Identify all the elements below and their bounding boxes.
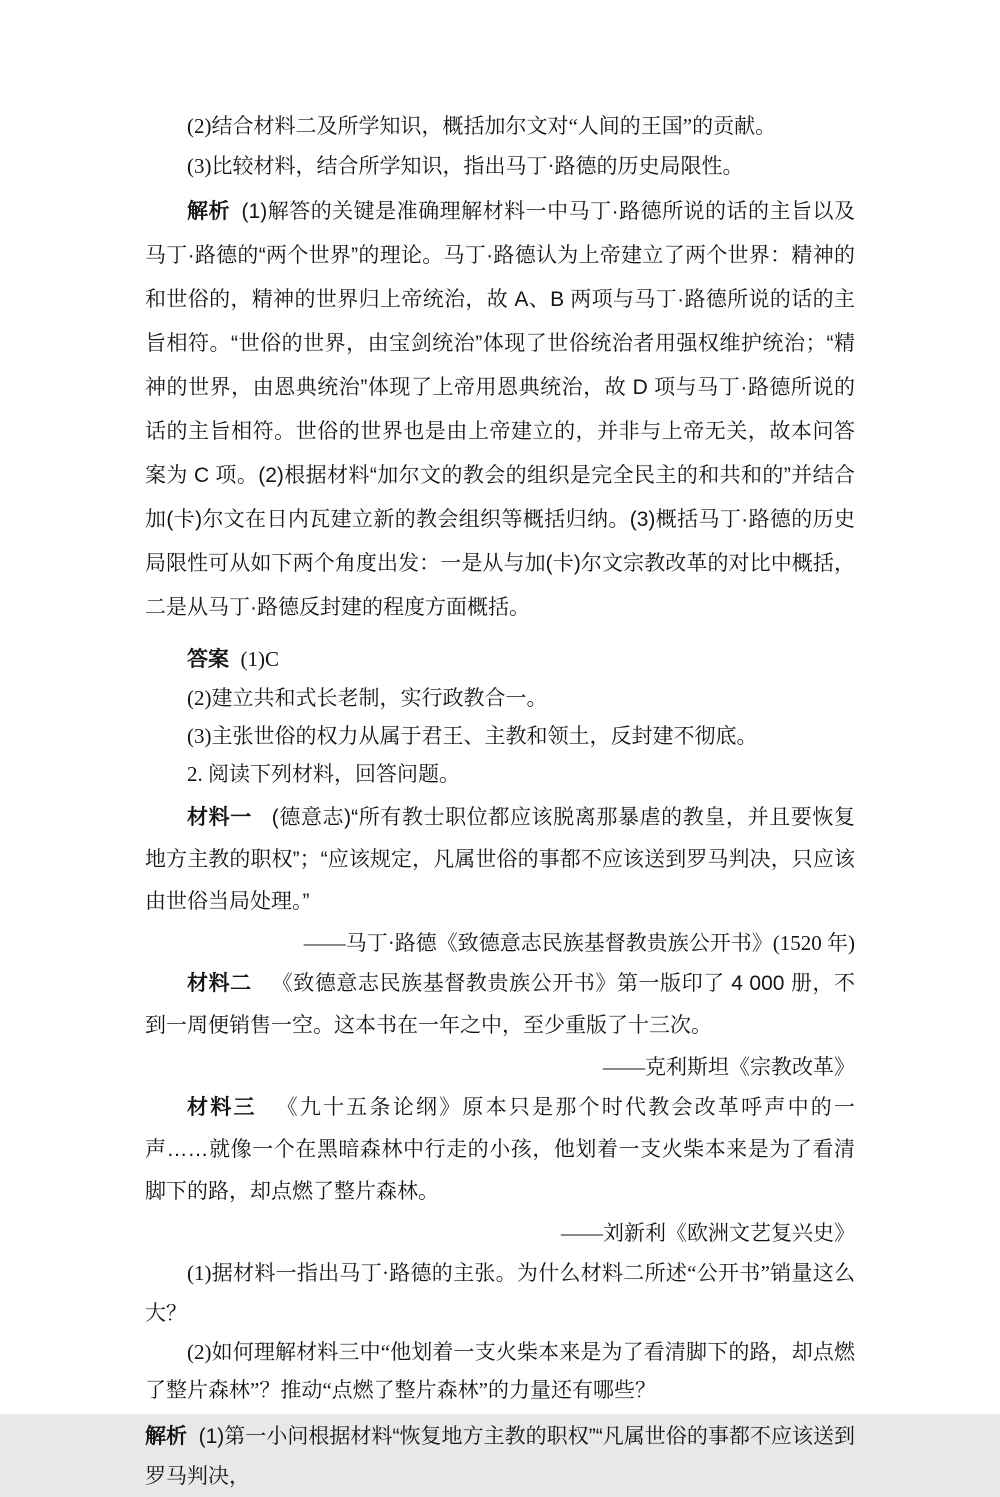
prev-question-part-3: (3)比较材料，结合所学知识，指出马丁·路德的历史局限性。: [187, 154, 744, 178]
analysis-paragraph-1: [145, 190, 855, 630]
material-2-source: ——克利斯坦《宗教改革》: [603, 1055, 855, 1079]
material-1-label: 材料一: [187, 806, 252, 829]
answer-item-1: (1)C: [240, 647, 280, 671]
material-1-paragraph: [145, 797, 855, 923]
question-2-part-2: (2)如何理解材料三中“他划着一支火柴本来是为了看清脚下的路，却点燃了整片森林”？推动“点燃了整片森林”的力量还有哪些？: [145, 1340, 855, 1402]
answer-line-1: [145, 640, 855, 679]
material-1-source: ——马丁·路德《致德意志民族基督教贵族公开书》(1520 年): [303, 931, 855, 955]
answer-label: 答案: [187, 648, 229, 671]
prev-question-part-2: (2)结合材料二及所学知识，概括加尔文对“人间的王国”的贡献。: [187, 114, 777, 138]
material-3-text: 《九十五条论纲》原本只是那个时代教会改革呼声中的一声……就像一个在黑暗森林中行走的小孩，他划着一支火柴本来是为了看清脚下的路，却点燃了整片森林。: [145, 1096, 856, 1203]
material-3-label: 材料三: [187, 1096, 257, 1119]
answer-item-3: (3)主张世俗的权力从属于君王、主教和领土，反封建不彻底。: [187, 724, 758, 748]
material-3-paragraph: [145, 1087, 855, 1213]
material-2-label: 材料二: [187, 972, 252, 995]
material-2-text: 《致德意志民族基督教贵族公开书》第一版印了 4 000 册，不到一周便销售一空。这本书在一年之中，至少重版了十三次。: [145, 972, 856, 1037]
analysis-label: 解析: [187, 200, 230, 223]
analysis-paragraph-2: [145, 1417, 855, 1497]
material-2-paragraph: [145, 963, 855, 1047]
question-2-part-1: (1)据材料一指出马丁·路德的主张。为什么材料二所述“公开书”销量这么大？: [145, 1261, 855, 1325]
analysis-2-label: 解析: [145, 1425, 188, 1448]
answer-item-2: (2)建立共和式长老制，实行政教合一。: [187, 686, 548, 710]
question-2-intro: 2. 阅读下列材料，回答问题。: [187, 762, 460, 786]
analysis-text: (1)解答的关键是准确理解材料一中马丁·路德所说的话的主旨以及马丁·路德的“两个世界”的理论。马丁·路德认为上帝建立了两个世界：精神的和世俗的，精神的世界归上帝统治，故 A、B 两项与马丁·路德所说的话的主旨相符。“世俗的世界，由宝剑统治”体现了世俗统治者用强权维护统治；“精神的世界，由恩典统治”体现了上帝用恩典统治，故 D 项与马丁·路德所说的话的主旨相符。世俗的世界也是由上帝建立的，并非与上帝无关，故本问答案为 C 项。(2)根据材料“加尔文的教会的组织是完全民主的和共和的”并结合加(卡)尔文在日内瓦建立新的教会组织等概括归纳。(3)概括马丁·路德的历史局限性可从如下两个角度出发：一是从与加(卡)尔文宗教改革的对比中概括，二是从马丁·路德反封建的程度方面概括。: [145, 200, 856, 619]
analysis-2-text: (1)第一小问根据材料“恢复地方主教的职权”“凡属世俗的事都不应该送到罗马判决，: [145, 1425, 856, 1488]
material-1-text: (德意志)“所有教士职位都应该脱离那暴虐的教皇，并且要恢复地方主教的职权”；“应该规定，凡属世俗的事都不应该送到罗马判决，只应该由世俗当局处理。”: [145, 806, 855, 913]
material-3-source: ——刘新利《欧洲文艺复兴史》: [561, 1221, 855, 1245]
